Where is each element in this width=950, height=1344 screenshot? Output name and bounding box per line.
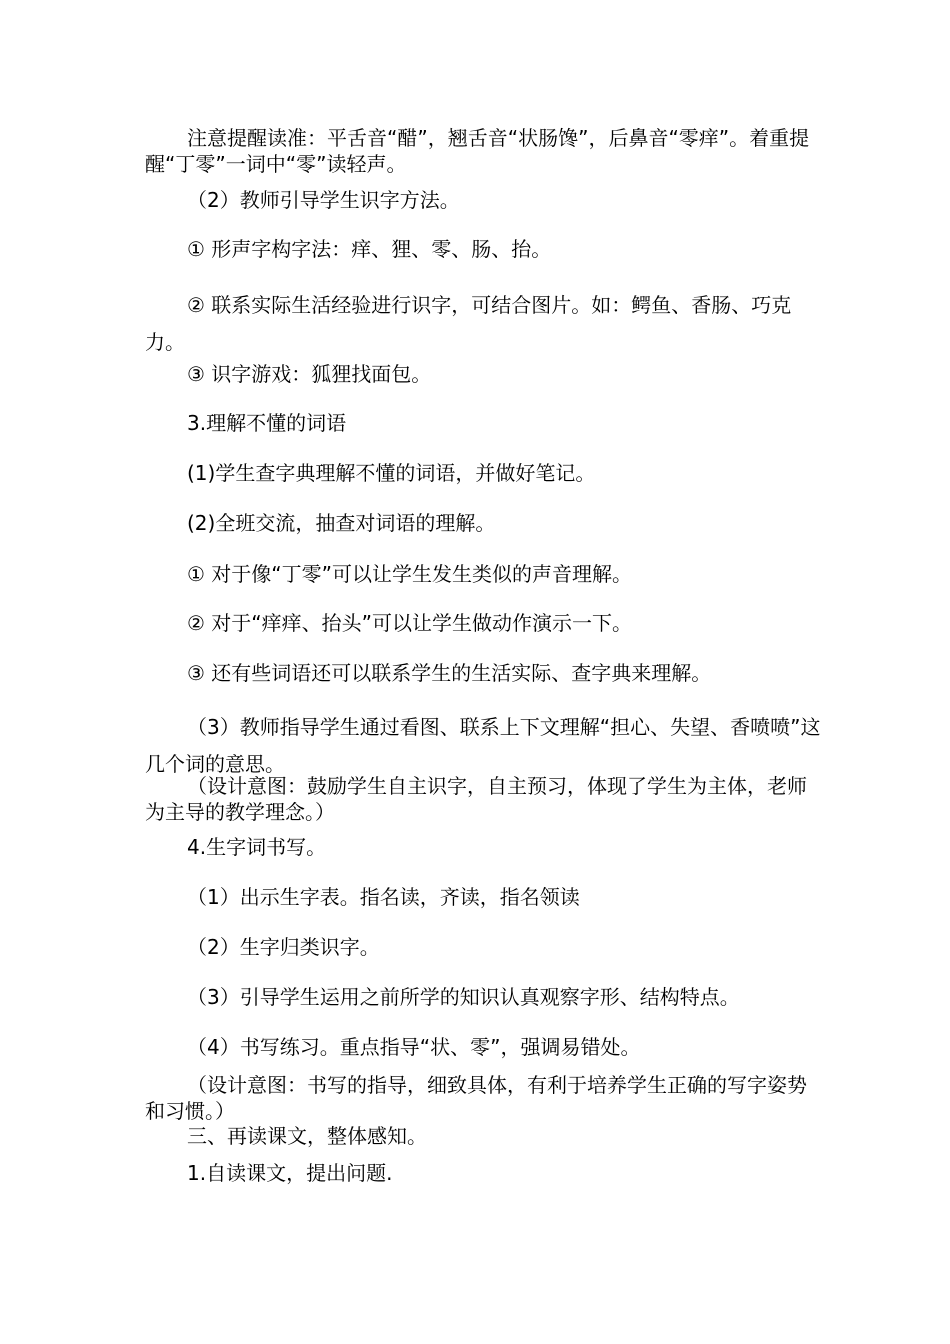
paragraph-dictionary: (1)学生查字典理解不懂的词语，并做好笔记。 — [187, 461, 596, 485]
heading-understand-words: 3.理解不懂的词语 — [187, 411, 347, 435]
paragraph-pronunciation-note: 注意提醒读准：平舌音“醋”，翘舌音“状肠馋”，后鼻音“零痒”。着重提醒“丁零”一词中“零”读轻声。 — [145, 126, 810, 176]
paragraph-writing-1: （1）出示生字表。指名读，齐读，指名领读 — [187, 885, 580, 909]
paragraph-exchange-2: ② 对于“痒痒、抬头”可以让学生做动作演示一下。 — [187, 611, 633, 635]
heading-writing: 4.生字词书写。 — [187, 835, 327, 859]
paragraph-exchange-1: ① 对于像“丁零”可以让学生发生类似的声音理解。 — [187, 562, 633, 586]
paragraph-method-2: ② 联系实际生活经验进行识字，可结合图片。如：鳄鱼、香肠、巧克力。 — [145, 293, 792, 354]
paragraph-writing-3: （3）引导学生运用之前所学的知识认真观察字形、结构特点。 — [187, 985, 740, 1009]
paragraph-writing-2: （2）生字归类识字。 — [187, 935, 380, 959]
paragraph-picture-context: （3）教师指导学生通过看图、联系上下文理解“担心、失望、香喷喷”这几个词的意思。 — [145, 715, 821, 776]
paragraph-class-exchange: (2)全班交流，抽查对词语的理解。 — [187, 511, 496, 535]
paragraph-method-1: ① 形声字构字法：痒、狸、零、肠、抬。 — [187, 237, 552, 261]
paragraph-writing-4: （4）书写练习。重点指导“状、零”，强调易错处。 — [187, 1035, 641, 1059]
paragraph-design-intent-1: （设计意图：鼓励学生自主识字，自主预习，体现了学生为主体，老师为主导的教学理念。） — [145, 774, 807, 824]
paragraph-design-intent-2: （设计意图：书写的指导，细致具体，有利于培养学生正确的写字姿势和习惯。） — [145, 1073, 807, 1123]
paragraph-exchange-3: ③ 还有些词语还可以联系学生的生活实际、查字典来理解。 — [187, 661, 712, 685]
paragraph-literacy-methods: （2）教师引导学生识字方法。 — [187, 188, 460, 212]
paragraph-method-3: ③ 识字游戏：狐狸找面包。 — [187, 362, 432, 386]
paragraph-self-read: 1.自读课文，提出问题. — [187, 1161, 393, 1185]
heading-reread: 三、再读课文，整体感知。 — [187, 1124, 427, 1148]
